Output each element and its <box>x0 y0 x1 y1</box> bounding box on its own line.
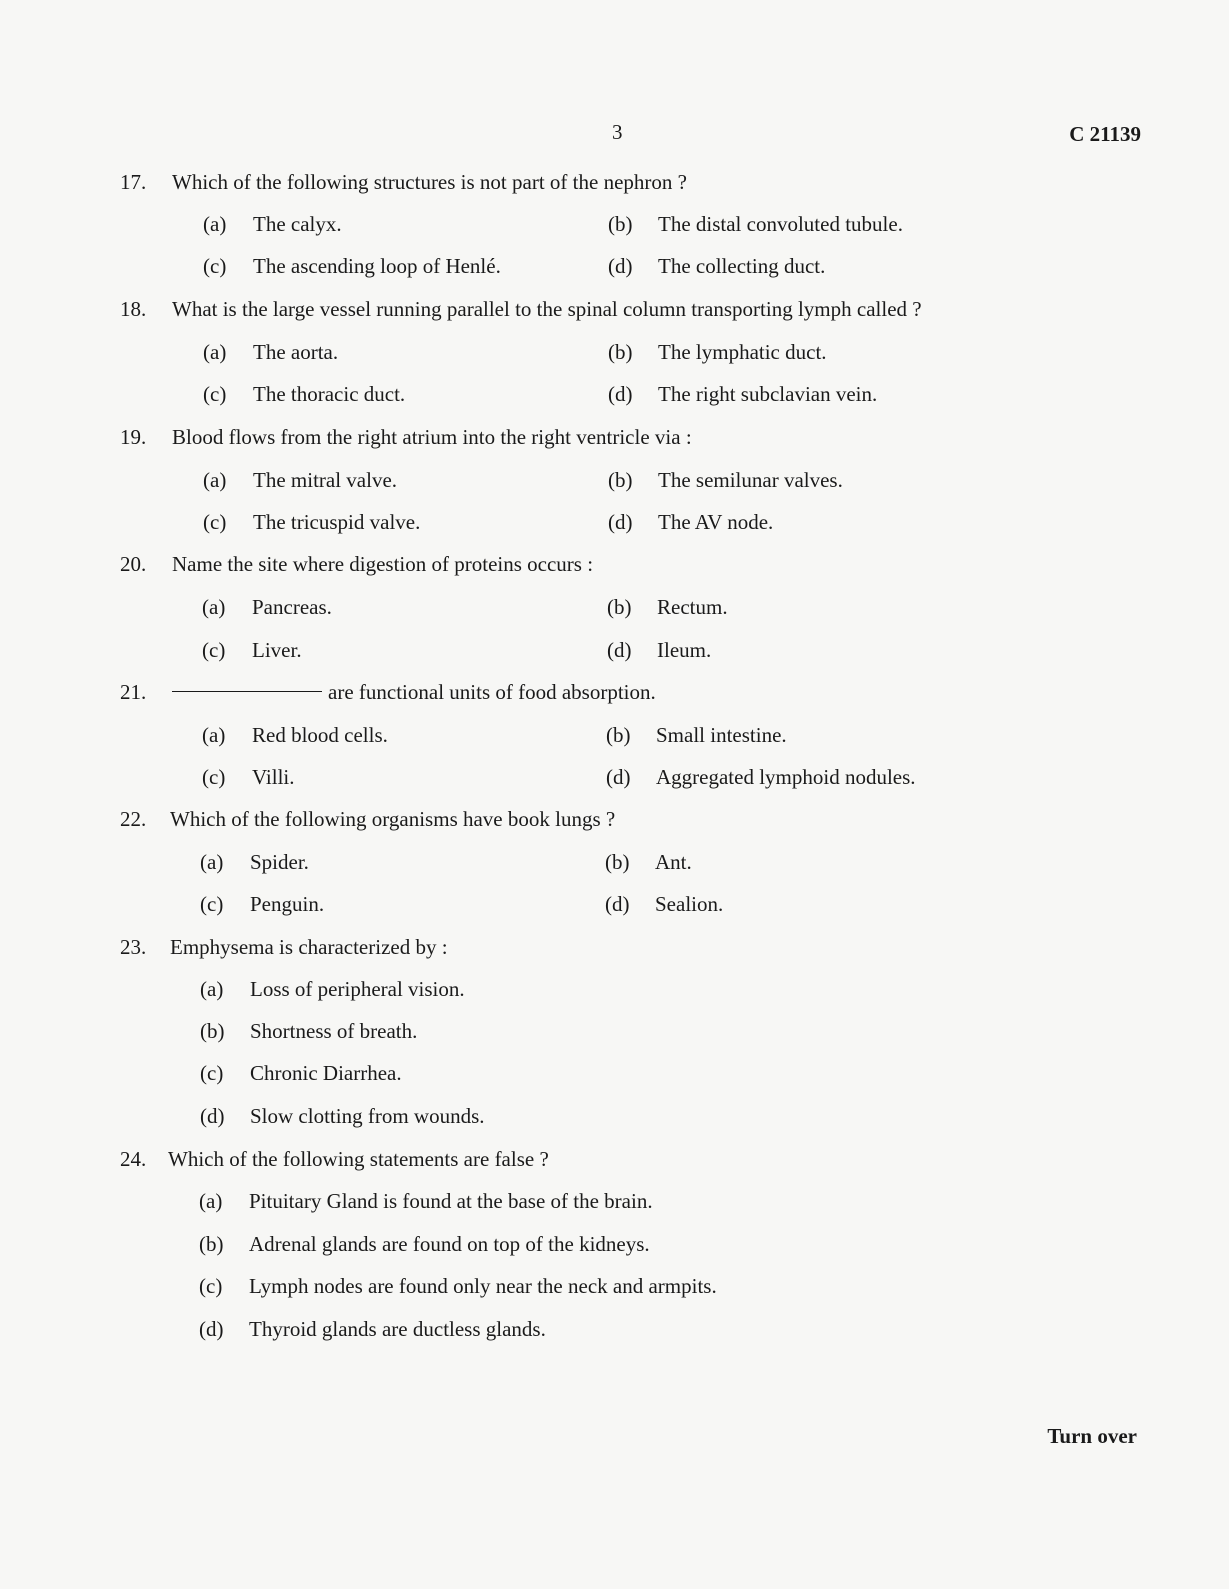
question-number: 19. <box>120 425 147 449</box>
option-c <box>203 254 501 279</box>
option-label: (b) <box>200 1019 225 1043</box>
option-label: (c) <box>203 382 227 406</box>
option-text: Loss of peripheral vision. <box>250 977 465 1001</box>
question-text-wrapper <box>172 680 656 705</box>
option-label: (a) <box>200 977 224 1001</box>
option-d <box>607 638 711 663</box>
question-text: Which of the following statements are false ? <box>168 1147 549 1171</box>
option-b <box>608 340 827 365</box>
option-text: Red blood cells. <box>252 723 388 747</box>
question-text: are functional units of food absorption. <box>328 680 656 704</box>
option-label: (c) <box>203 254 227 278</box>
option-label: (a) <box>202 723 226 747</box>
question-text: Emphysema is characterized by : <box>170 935 448 959</box>
option-label: (d) <box>608 382 633 406</box>
option-text: The collecting duct. <box>658 254 826 278</box>
option-label: (a) <box>203 212 227 236</box>
option-label: (c) <box>199 1274 223 1298</box>
paper-code: C 21139 <box>1069 122 1141 146</box>
option-label: (a) <box>203 340 227 364</box>
option-text: Aggregated lymphoid nodules. <box>656 765 916 789</box>
option-a <box>203 340 338 365</box>
question-text: Blood flows from the right atrium into the right ventricle via : <box>172 425 692 449</box>
option-text: Thyroid glands are ductless glands. <box>249 1317 546 1341</box>
option-text: Chronic Diarrhea. <box>250 1061 402 1085</box>
option-b <box>607 595 728 620</box>
option-label: (d) <box>607 638 632 662</box>
option-label: (d) <box>605 892 630 916</box>
option-label: (d) <box>200 1104 225 1128</box>
option-label: (b) <box>606 723 631 747</box>
option-b <box>608 468 843 493</box>
option-label: (c) <box>200 892 224 916</box>
option-label: (b) <box>608 340 633 364</box>
question-text: Which of the following organisms have book lungs ? <box>170 807 616 831</box>
option-text: Sealion. <box>655 892 724 916</box>
option-b <box>605 850 692 875</box>
page-number: 3 <box>612 120 623 144</box>
option-a <box>203 468 397 493</box>
question-number: 17. <box>120 170 147 194</box>
question-number: 18. <box>120 297 147 321</box>
option-label: (c) <box>202 638 226 662</box>
question-text: What is the large vessel running parallel to the spinal column transporting lymph called ? <box>172 297 922 321</box>
option-label: (d) <box>608 510 633 534</box>
fill-in-blank <box>172 691 322 692</box>
option-d <box>608 510 773 535</box>
option-text: The mitral valve. <box>253 468 398 492</box>
option-a <box>203 212 342 237</box>
option-c <box>203 510 420 535</box>
option-b <box>199 1232 650 1257</box>
option-text: The semilunar valves. <box>658 468 843 492</box>
option-text: Shortness of breath. <box>250 1019 418 1043</box>
option-a <box>200 850 309 875</box>
option-a <box>202 723 388 748</box>
option-b <box>608 212 903 237</box>
option-text: The AV node. <box>658 510 774 534</box>
option-a <box>202 595 332 620</box>
option-d <box>200 1104 485 1129</box>
option-d <box>608 382 877 407</box>
option-text: Ileum. <box>657 638 712 662</box>
option-text: The thoracic duct. <box>253 382 406 406</box>
option-label: (c) <box>200 1061 224 1085</box>
option-text: The aorta. <box>253 340 339 364</box>
option-a <box>200 977 465 1002</box>
option-c <box>199 1274 717 1299</box>
question-text: Name the site where digestion of proteins occurs : <box>172 552 594 576</box>
option-text: The tricuspid valve. <box>253 510 421 534</box>
option-text: Slow clotting from wounds. <box>250 1104 485 1128</box>
option-label: (b) <box>199 1232 224 1256</box>
option-text: Small intestine. <box>656 723 787 747</box>
option-text: Pancreas. <box>252 595 332 619</box>
option-text: The calyx. <box>253 212 342 236</box>
option-b <box>200 1019 417 1044</box>
option-label: (c) <box>202 765 226 789</box>
option-d <box>199 1317 546 1342</box>
option-text: The right subclavian vein. <box>658 382 878 406</box>
option-label: (d) <box>608 254 633 278</box>
option-label: (b) <box>608 212 633 236</box>
option-c <box>202 765 295 790</box>
option-text: Penguin. <box>250 892 325 916</box>
option-label: (d) <box>606 765 631 789</box>
option-label: (a) <box>199 1189 223 1213</box>
option-label: (a) <box>202 595 226 619</box>
option-label: (c) <box>203 510 227 534</box>
turn-over-note: Turn over <box>1047 1424 1137 1448</box>
question-number: 23. <box>120 935 147 959</box>
option-label: (b) <box>605 850 630 874</box>
option-label: (b) <box>608 468 633 492</box>
option-label: (b) <box>607 595 632 619</box>
question-number: 21. <box>120 680 147 704</box>
option-label: (a) <box>203 468 227 492</box>
option-text: Liver. <box>252 638 302 662</box>
option-c <box>200 1061 402 1086</box>
option-text: Spider. <box>250 850 309 874</box>
option-text: Villi. <box>252 765 295 789</box>
question-number: 22. <box>120 807 147 831</box>
option-label: (a) <box>200 850 224 874</box>
option-text: Pituitary Gland is found at the base of the brain. <box>249 1189 653 1213</box>
option-text: Lymph nodes are found only near the neck and armpits. <box>249 1274 717 1298</box>
option-d <box>606 765 916 790</box>
option-text: Rectum. <box>657 595 728 619</box>
option-d <box>605 892 723 917</box>
question-number: 24. <box>120 1147 147 1171</box>
question-text: Which of the following structures is not part of the nephron ? <box>172 170 687 194</box>
option-c <box>203 382 405 407</box>
option-label: (d) <box>199 1317 224 1341</box>
option-c <box>200 892 324 917</box>
option-c <box>202 638 302 663</box>
option-text: The distal convoluted tubule. <box>658 212 903 236</box>
option-text: Ant. <box>655 850 692 874</box>
option-a <box>199 1189 653 1214</box>
option-text: The ascending loop of Henlé. <box>253 254 501 278</box>
option-text: Adrenal glands are found on top of the kidneys. <box>249 1232 650 1256</box>
option-b <box>606 723 787 748</box>
option-text: The lymphatic duct. <box>658 340 827 364</box>
option-d <box>608 254 825 279</box>
question-number: 20. <box>120 552 147 576</box>
